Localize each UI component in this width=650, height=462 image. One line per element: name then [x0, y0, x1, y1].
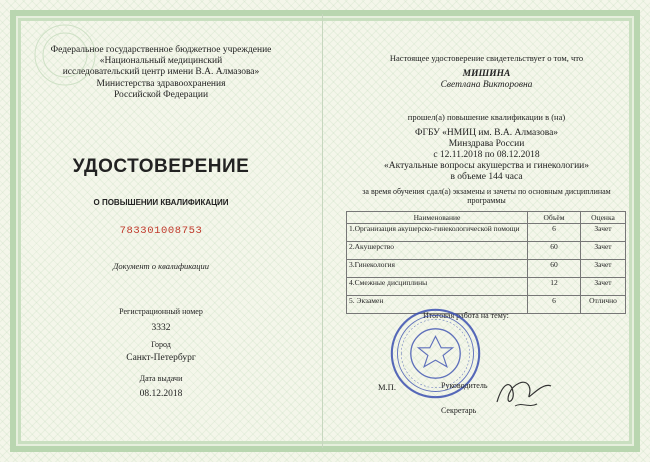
secretary-signature-label: Секретарь — [441, 406, 477, 415]
right-page — [323, 0, 650, 462]
passed-text: прошел(а) повышение квалификации в (на) — [407, 112, 566, 122]
table-header-row — [347, 212, 626, 224]
table-row — [347, 278, 626, 296]
issuer-line: «Национальный медицинский — [99, 56, 223, 67]
subject-grade: Отлично — [581, 296, 626, 314]
issuer-line: исследовательский центр имени В.А. Алмазова» — [62, 67, 260, 78]
subjects-table — [346, 211, 626, 314]
table-row — [347, 260, 626, 278]
city-value: Санкт-Петербург — [126, 353, 196, 363]
exams-line: за время обучения сдал(а) экзамены и зачеты по основным дисциплинам — [362, 187, 611, 196]
intro-text: Настоящее удостоверение свидетельствует о том, что — [389, 53, 584, 63]
holder-first-names: Светлана Викторовна — [440, 80, 533, 90]
left-page — [0, 0, 322, 462]
program-line: Минздрава России — [448, 139, 525, 149]
issue-date-value: 08.12.2018 — [139, 389, 183, 399]
column-header-grade: Оценка — [581, 212, 626, 224]
subject-volume: 6 — [528, 224, 581, 242]
subject-grade: Зачет — [581, 242, 626, 260]
issuer-block — [0, 45, 322, 101]
issuer-line: Российской Федерации — [113, 89, 209, 100]
subject-name: 2.Акушерство — [347, 242, 528, 260]
document-subtitle: О ПОВЫШЕНИИ КВАЛИФИКАЦИИ — [93, 198, 229, 207]
document-title: УДОСТОВЕРЕНИЕ — [72, 156, 250, 177]
subject-name: 4.Смежные дисциплины — [347, 278, 528, 296]
document-kind: Документ о квалификации — [112, 261, 210, 271]
subject-volume: 60 — [528, 242, 581, 260]
certificate-number: 783301008753 — [119, 225, 203, 237]
issuer-line: Министерства здравоохранения — [96, 78, 226, 89]
exams-line: программы — [467, 196, 506, 205]
program-line: «Актуальные вопросы акушерства и гинекологии» — [383, 161, 589, 171]
subject-volume: 12 — [528, 278, 581, 296]
program-line: ФГБУ «НМИЦ им. В.А. Алмазова» — [414, 128, 559, 138]
handwritten-signature-icon — [493, 372, 553, 412]
issuer-line: Федеральное государственное бюджетное учреждение — [50, 45, 272, 55]
table-row — [347, 224, 626, 242]
reg-number-label: Регистрационный номер — [119, 307, 203, 316]
city-label: Город — [151, 340, 171, 349]
subject-grade: Зачет — [581, 224, 626, 242]
issue-date-label: Дата выдачи — [139, 374, 183, 383]
holder-surname: МИШИНА — [462, 69, 511, 79]
subject-grade: Зачет — [581, 278, 626, 296]
head-signature-label: Руководитель — [441, 381, 488, 390]
subject-name: 1.Организация акушерско-гинекологической помощи — [347, 224, 528, 242]
program-line: с 12.11.2018 по 08.12.2018 — [433, 150, 540, 160]
program-block — [323, 128, 650, 183]
subject-volume: 60 — [528, 260, 581, 278]
column-header-name: Наименование — [347, 212, 528, 224]
final-work-text: Итоговая работа на тему: — [423, 311, 509, 320]
subject-grade: Зачет — [581, 260, 626, 278]
stamp-place-label: М.П. — [378, 382, 396, 392]
reg-number-value: 3332 — [151, 323, 171, 333]
exams-text — [323, 187, 650, 205]
program-line: в объеме 144 часа — [450, 172, 523, 182]
subject-name: 5. Экзамен — [347, 296, 528, 314]
table-row — [347, 242, 626, 260]
subject-name: 3.Гинекология — [347, 260, 528, 278]
column-header-volume: Объём — [528, 212, 581, 224]
subject-volume: 6 — [528, 296, 581, 314]
